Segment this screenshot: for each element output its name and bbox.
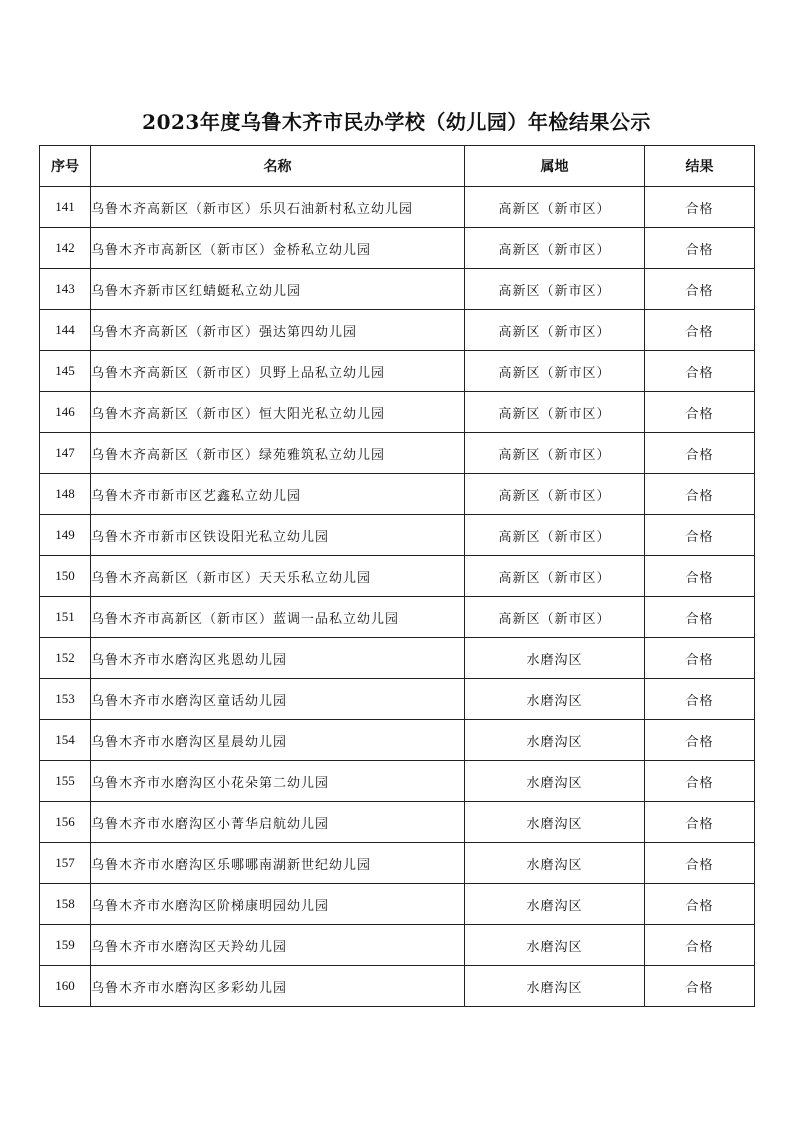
table-row <box>40 269 755 310</box>
row-no: 144 <box>40 310 91 351</box>
row-result: 合格 <box>645 802 755 843</box>
row-name: 乌鲁木齐新市区红蜻蜓私立幼儿园 <box>91 269 465 310</box>
table-row <box>40 515 755 556</box>
row-area: 水磨沟区 <box>465 638 645 679</box>
row-name: 乌鲁木齐市水磨沟区乐哪哪南湖新世纪幼儿园 <box>91 843 465 884</box>
row-name: 乌鲁木齐高新区（新市区）贝野上品私立幼儿园 <box>91 351 465 392</box>
row-no: 149 <box>40 515 91 556</box>
row-name: 乌鲁木齐市水磨沟区多彩幼儿园 <box>91 966 465 1007</box>
header-no: 序号 <box>40 146 91 187</box>
table-row <box>40 392 755 433</box>
row-name: 乌鲁木齐高新区（新市区）绿苑雅筑私立幼儿园 <box>91 433 465 474</box>
table-row <box>40 884 755 925</box>
row-no: 150 <box>40 556 91 597</box>
row-result: 合格 <box>645 720 755 761</box>
row-result: 合格 <box>645 556 755 597</box>
row-area: 高新区（新市区） <box>465 351 645 392</box>
row-result: 合格 <box>645 679 755 720</box>
row-result: 合格 <box>645 269 755 310</box>
row-name: 乌鲁木齐市水磨沟区阶梯康明园幼儿园 <box>91 884 465 925</box>
row-no: 158 <box>40 884 91 925</box>
row-result: 合格 <box>645 761 755 802</box>
row-no: 157 <box>40 843 91 884</box>
row-result: 合格 <box>645 843 755 884</box>
table-row <box>40 925 755 966</box>
row-result: 合格 <box>645 351 755 392</box>
row-result: 合格 <box>645 966 755 1007</box>
row-area: 高新区（新市区） <box>465 474 645 515</box>
row-area: 高新区（新市区） <box>465 515 645 556</box>
row-no: 154 <box>40 720 91 761</box>
row-area: 水磨沟区 <box>465 843 645 884</box>
row-area: 水磨沟区 <box>465 966 645 1007</box>
row-area: 高新区（新市区） <box>465 392 645 433</box>
results-table <box>39 145 755 1007</box>
row-area: 水磨沟区 <box>465 720 645 761</box>
row-name: 乌鲁木齐市水磨沟区星晨幼儿园 <box>91 720 465 761</box>
table-row <box>40 597 755 638</box>
table-header-row <box>40 146 755 187</box>
row-area: 高新区（新市区） <box>465 187 645 228</box>
row-name: 乌鲁木齐市水磨沟区兆恩幼儿园 <box>91 638 465 679</box>
row-no: 147 <box>40 433 91 474</box>
row-area: 高新区（新市区） <box>465 433 645 474</box>
row-result: 合格 <box>645 187 755 228</box>
row-name: 乌鲁木齐高新区（新市区）恒大阳光私立幼儿园 <box>91 392 465 433</box>
table-row <box>40 761 755 802</box>
row-no: 148 <box>40 474 91 515</box>
row-no: 141 <box>40 187 91 228</box>
row-no: 143 <box>40 269 91 310</box>
row-result: 合格 <box>645 597 755 638</box>
header-area: 属地 <box>465 146 645 187</box>
row-name: 乌鲁木齐高新区（新市区）强达第四幼儿园 <box>91 310 465 351</box>
row-no: 151 <box>40 597 91 638</box>
table-row <box>40 638 755 679</box>
row-result: 合格 <box>645 310 755 351</box>
row-name: 乌鲁木齐市高新区（新市区）蓝调一品私立幼儿园 <box>91 597 465 638</box>
row-name: 乌鲁木齐市水磨沟区小花朵第二幼儿园 <box>91 761 465 802</box>
row-name: 乌鲁木齐高新区（新市区）乐贝石油新村私立幼儿园 <box>91 187 465 228</box>
table-row <box>40 310 755 351</box>
table-row <box>40 843 755 884</box>
row-name: 乌鲁木齐市水磨沟区童话幼儿园 <box>91 679 465 720</box>
row-no: 142 <box>40 228 91 269</box>
row-no: 159 <box>40 925 91 966</box>
table-row <box>40 556 755 597</box>
row-result: 合格 <box>645 925 755 966</box>
row-no: 152 <box>40 638 91 679</box>
row-no: 160 <box>40 966 91 1007</box>
row-area: 高新区（新市区） <box>465 310 645 351</box>
row-name: 乌鲁木齐市高新区（新市区）金桥私立幼儿园 <box>91 228 465 269</box>
table-row <box>40 474 755 515</box>
table-row <box>40 802 755 843</box>
header-name: 名称 <box>91 146 465 187</box>
row-result: 合格 <box>645 228 755 269</box>
row-area: 水磨沟区 <box>465 884 645 925</box>
table-row <box>40 720 755 761</box>
row-area: 高新区（新市区） <box>465 556 645 597</box>
row-no: 155 <box>40 761 91 802</box>
row-no: 145 <box>40 351 91 392</box>
row-name: 乌鲁木齐市水磨沟区天羚幼儿园 <box>91 925 465 966</box>
row-area: 水磨沟区 <box>465 802 645 843</box>
row-result: 合格 <box>645 884 755 925</box>
row-area: 高新区（新市区） <box>465 228 645 269</box>
row-area: 水磨沟区 <box>465 679 645 720</box>
row-no: 146 <box>40 392 91 433</box>
row-area: 高新区（新市区） <box>465 597 645 638</box>
table-row <box>40 679 755 720</box>
table-row <box>40 228 755 269</box>
row-result: 合格 <box>645 392 755 433</box>
row-area: 高新区（新市区） <box>465 269 645 310</box>
table-row <box>40 351 755 392</box>
row-name: 乌鲁木齐市新市区铁设阳光私立幼儿园 <box>91 515 465 556</box>
row-name: 乌鲁木齐市水磨沟区小菁华启航幼儿园 <box>91 802 465 843</box>
row-name: 乌鲁木齐市新市区艺鑫私立幼儿园 <box>91 474 465 515</box>
row-result: 合格 <box>645 638 755 679</box>
table-row <box>40 433 755 474</box>
header-result: 结果 <box>645 146 755 187</box>
row-no: 153 <box>40 679 91 720</box>
row-name: 乌鲁木齐高新区（新市区）天天乐私立幼儿园 <box>91 556 465 597</box>
row-area: 水磨沟区 <box>465 761 645 802</box>
row-result: 合格 <box>645 433 755 474</box>
row-result: 合格 <box>645 474 755 515</box>
row-area: 水磨沟区 <box>465 925 645 966</box>
page-title: 2023年度乌鲁木齐市民办学校（幼儿园）年检结果公示 <box>142 110 651 134</box>
table-row <box>40 187 755 228</box>
row-no: 156 <box>40 802 91 843</box>
row-result: 合格 <box>645 515 755 556</box>
table-row <box>40 966 755 1007</box>
